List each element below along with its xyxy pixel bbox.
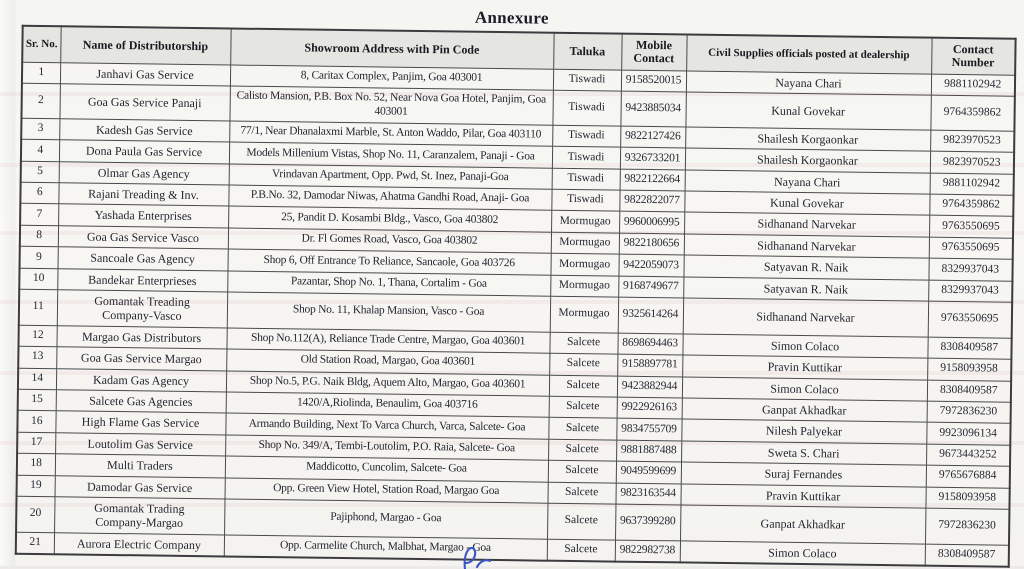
cell-name: Kadam Gas Agency [56, 368, 226, 392]
cell-sr-no: 13 [18, 346, 56, 368]
cell-address: Shop No. 11, Khalap Mansion, Vasco - Goa [227, 292, 550, 332]
cell-contact: 9823970523 [930, 130, 1014, 152]
cell-taluka: Tiswadi [553, 69, 621, 91]
cell-contact: 9764359862 [930, 95, 1014, 131]
cell-taluka: Salcete [548, 418, 616, 440]
cell-address: P.B.No. 32, Damodar Niwas, Ahatma Gandhi Road, Anaji- Goa [228, 185, 551, 211]
cell-mobile: 9637399280 [615, 504, 680, 541]
cell-contact: 9763550695 [928, 301, 1012, 338]
cell-official: Kunal Govekar [684, 191, 929, 216]
cell-official: Nayana Chari [686, 71, 931, 96]
cell-official: Simon Colaco [682, 376, 927, 401]
cell-sr-no: 12 [18, 325, 56, 347]
cell-taluka: Mormugao [551, 211, 619, 233]
cell-contact: 7972836230 [925, 508, 1009, 545]
cell-address: Vrindavan Apartment, Opp. Pwd, St. Inez, Panaji-Goa [229, 164, 552, 190]
cell-address: Shop No. 349/A, Tembi-Loutolim, P.O. Raia, Salcete- Goa [225, 435, 548, 461]
cell-taluka: Salcete [548, 460, 616, 482]
cell-mobile: 9326733201 [620, 147, 685, 169]
cell-official: Pravin Kuttikar [680, 483, 925, 508]
cell-name: Dona Paula Gas Service [59, 140, 229, 164]
cell-name: Rajani Treading & Inv. [58, 183, 228, 207]
header-name: Name of Distributorship [60, 26, 230, 65]
cell-official: Shailesh Korgaonkar [685, 148, 930, 173]
cell-name: Gomantak Trading Company-Margao [54, 497, 224, 535]
cell-sr-no: 2 [21, 84, 59, 119]
cell-sr-no: 4 [21, 140, 59, 162]
cell-name: Olmar Gas Agency [59, 161, 229, 185]
cell-name: High Flame Gas Service [55, 411, 225, 435]
cell-contact: 9673443252 [926, 444, 1010, 466]
cell-sr-no: 20 [16, 496, 54, 532]
cell-sr-no: 15 [18, 389, 56, 411]
cell-address: Old Station Road, Margao, Goa 403601 [226, 349, 549, 375]
cell-mobile: 9168749677 [618, 276, 683, 298]
cell-sr-no: 6 [20, 182, 58, 204]
cell-name: Goa Gas Service Margao [56, 347, 226, 371]
header-address: Showroom Address with Pin Code [230, 28, 553, 69]
header-sr-no: Sr. No. [22, 26, 60, 63]
cell-contact: 8308409587 [927, 380, 1011, 402]
cell-taluka: Tiswadi [552, 125, 620, 147]
header-officials: Civil Supplies officials posted at dealership [686, 34, 931, 74]
cell-name: Damodar Gas Service [55, 475, 225, 499]
cell-name: Bandekar Enterprieses [57, 268, 227, 292]
cell-contact: 8308409587 [927, 337, 1011, 359]
cell-mobile: 9422059073 [618, 254, 683, 276]
cell-address: Maddicotto, Cuncolim, Salcete- Goa [225, 456, 548, 482]
cell-mobile: 9823163544 [615, 483, 680, 505]
cell-mobile: 9822982738 [615, 540, 680, 563]
cell-address: Armando Building, Next To Varca Church, Varca, Salcete- Goa [225, 413, 548, 439]
cell-name: Kadesh Gas Service [59, 119, 229, 143]
cell-official: Pravin Kuttikar [682, 355, 927, 380]
cell-address: Opp. Carmelite Church, Malbhat, Margao - Goa [224, 535, 547, 561]
cell-contact: 8308409587 [925, 544, 1009, 567]
cell-contact: 9881102942 [931, 74, 1015, 96]
cell-taluka: Salcete [547, 539, 615, 562]
cell-name: Margao Gas Distributors [56, 326, 226, 350]
tilted-sheet [0, 1, 1024, 567]
cell-address: Shop 6, Off Entrance To Reliance, Sancaole, Goa 403726 [228, 249, 551, 275]
cell-mobile: 9049599699 [616, 461, 681, 483]
cell-sr-no: 9 [20, 246, 58, 268]
cell-official: Sidhanand Narvekar [684, 212, 929, 237]
cell-address: Shop No.5, P.G. Naik Bldg, Aquem Alto, Margao, Goa 403601 [226, 371, 549, 397]
cell-official: Sweta S. Chari [681, 441, 926, 466]
cell-name: Goa Gas Service Vasco [58, 226, 228, 250]
cell-sr-no: 8 [20, 225, 58, 247]
table-body [16, 62, 1015, 567]
cell-name: Multi Traders [55, 454, 225, 478]
cell-contact: 9765676884 [926, 465, 1010, 487]
cell-mobile: 9822180656 [619, 233, 684, 255]
cell-official: Simon Colaco [682, 334, 927, 359]
cell-address: Shop No.112(A), Reliance Trade Centre, Margao, Goa 403601 [226, 328, 549, 354]
cell-taluka: Tiswadi [551, 189, 619, 211]
cell-taluka: Salcete [548, 439, 616, 461]
cell-official: Sidhanand Narvekar [684, 234, 929, 259]
cell-taluka: Tiswadi [552, 90, 620, 125]
cell-taluka: Salcete [549, 353, 617, 375]
cell-mobile: 9822127426 [620, 126, 685, 148]
cell-contact: 9823970523 [930, 151, 1014, 173]
cell-sr-no: 18 [17, 453, 55, 475]
cell-address: 77/1, Near Dhanalaxmi Marble, St. Anton Waddo, Pilar, Goa 403110 [229, 121, 552, 147]
cell-sr-no: 21 [16, 532, 54, 554]
cell-mobile: 9834755709 [616, 418, 681, 440]
cell-sr-no: 5 [21, 161, 59, 183]
cell-official: Satyavan R. Naik [683, 255, 928, 280]
cell-taluka: Mormugao [551, 232, 619, 254]
cell-address: 8, Caritax Complex, Panjim, Goa 403001 [230, 65, 553, 91]
cell-address: 25, Pandit D. Kosambi Bldg., Vasco, Goa 403802 [228, 206, 551, 232]
distributors-table [15, 25, 1017, 568]
cell-official: Ganpat Akhadkar [682, 398, 927, 423]
cell-taluka: Mormugao [550, 296, 618, 333]
cell-contact: 9923096134 [926, 422, 1010, 444]
cell-official: Kunal Govekar [685, 92, 930, 130]
cell-contact: 9764359862 [929, 194, 1013, 216]
cell-address: Models Millenium Vistas, Shop No. 11, Caranzalem, Panaji - Goa [229, 142, 552, 168]
cell-mobile: 9822822077 [619, 190, 684, 212]
cell-sr-no: 7 [20, 204, 58, 226]
cell-official: Satyavan R. Naik [683, 277, 928, 302]
cell-name: Sancoale Gas Agency [58, 247, 228, 271]
cell-name: Gomantak Treading Company-Vasco [57, 290, 227, 328]
cell-official: Simon Colaco [680, 541, 925, 566]
cell-taluka: Salcete [547, 503, 615, 540]
cell-name: Yashada Enterprises [58, 204, 228, 228]
cell-taluka: Salcete [547, 482, 615, 504]
cell-contact: 9763550695 [929, 216, 1013, 238]
cell-address: Pazantar, Shop No. 1, Thana, Cortalim - Goa [227, 271, 550, 297]
cell-contact: 8329937043 [928, 280, 1012, 302]
cell-taluka: Salcete [549, 396, 617, 418]
cell-sr-no: 19 [17, 475, 55, 497]
cell-mobile: 9881887488 [616, 440, 681, 462]
cell-taluka: Mormugao [550, 275, 618, 297]
header-mobile: Mobile Contact [621, 34, 686, 71]
page-title: Annexure [0, 1, 1024, 34]
cell-official: Sidhanand Narvekar [683, 298, 928, 337]
cell-address: Dr. Fl Gomes Road, Vasco, Goa 403802 [228, 228, 551, 254]
cell-sr-no: 16 [17, 411, 55, 433]
cell-mobile: 8698694463 [617, 333, 682, 355]
cell-name: Aurora Electric Company [54, 532, 224, 556]
cell-mobile: 9822122664 [620, 169, 685, 191]
cell-sr-no: 17 [17, 432, 55, 454]
cell-sr-no: 10 [19, 268, 57, 290]
cell-mobile: 9158897781 [617, 354, 682, 376]
cell-sr-no: 3 [21, 118, 59, 140]
cell-mobile: 9960006995 [619, 212, 684, 234]
cell-taluka: Tiswadi [552, 168, 620, 190]
cell-taluka: Salcete [549, 375, 617, 397]
cell-official: Nayana Chari [685, 170, 930, 195]
cell-contact: 9881102942 [930, 173, 1014, 195]
cell-mobile: 9922926163 [617, 397, 682, 419]
header-contact: Contact Number [931, 38, 1015, 75]
cell-name: Salcete Gas Agencies [56, 390, 226, 414]
cell-contact: 9763550695 [929, 237, 1013, 259]
cell-address: Calisto Mansion, P.B. Box No. 52, Near Nova Goa Hotel, Panjim, Goa 403001 [229, 86, 552, 125]
cell-sr-no: 14 [18, 368, 56, 390]
cell-taluka: Tiswadi [552, 146, 620, 168]
cell-name: Goa Gas Service Panaji [59, 84, 229, 121]
cell-sr-no: 11 [19, 289, 57, 325]
cell-taluka: Mormugao [550, 253, 618, 275]
cell-name: Janhavi Gas Service [60, 63, 230, 87]
cell-official: Ganpat Akhadkar [680, 505, 925, 544]
cell-mobile: 9423882944 [617, 376, 682, 398]
cell-name: Loutolim Gas Service [55, 432, 225, 456]
cell-address: 1420/A,Riolinda, Benaulim, Goa 403716 [226, 392, 549, 418]
cell-address: Pajiphond, Margao - Goa [224, 499, 547, 539]
header-taluka: Taluka [553, 33, 621, 70]
cell-contact: 7972836230 [927, 401, 1011, 423]
cell-contact: 8329937043 [928, 258, 1012, 280]
cell-contact: 9158093958 [925, 487, 1009, 509]
cell-mobile: 9325614264 [618, 297, 683, 334]
cell-mobile: 9158520015 [621, 70, 686, 92]
cell-official: Nilesh Palyekar [681, 419, 926, 444]
cell-official: Suraj Fernandes [681, 462, 926, 487]
cell-taluka: Salcete [549, 332, 617, 354]
cell-sr-no: 1 [22, 62, 60, 84]
cell-contact: 9158093958 [927, 358, 1011, 380]
cell-mobile: 9423885034 [620, 91, 685, 126]
cell-official: Shailesh Korgaonkar [685, 127, 930, 152]
cell-address: Opp. Green View Hotel, Station Road, Margao Goa [225, 477, 548, 503]
